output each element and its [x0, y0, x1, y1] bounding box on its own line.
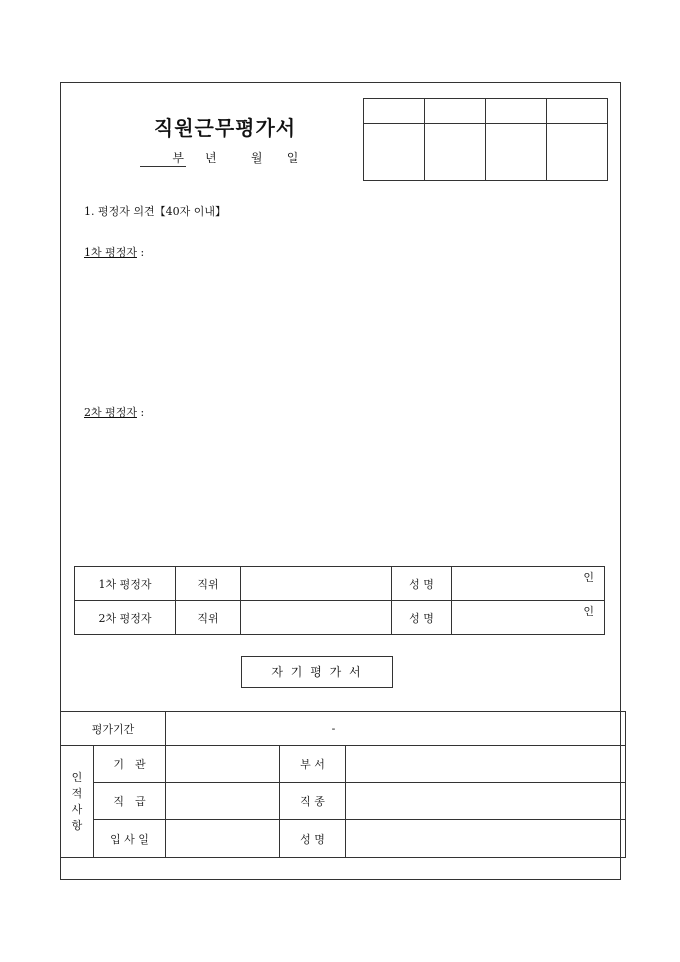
month-label: 월	[250, 151, 263, 165]
table-row	[75, 567, 605, 601]
page-title: 직원근무평가서	[153, 116, 297, 140]
second-rater-comment	[84, 404, 144, 420]
side-char: 사	[71, 802, 83, 816]
day-label: 일	[286, 151, 299, 165]
name-field[interactable]	[452, 601, 605, 635]
personal-info-table	[60, 711, 626, 858]
table-row	[75, 601, 605, 635]
rank-label: 직 급	[94, 783, 166, 820]
org-field[interactable]	[166, 746, 280, 783]
table-row	[61, 712, 626, 746]
rater-label: 2차 평정자	[75, 601, 176, 635]
approval-table	[363, 98, 608, 181]
name-label: 성 명	[280, 820, 346, 858]
date-line	[140, 149, 303, 167]
period-field[interactable]	[166, 712, 626, 746]
side-char: 항	[71, 818, 83, 832]
position-label: 직위	[176, 601, 241, 635]
approval-header-cell[interactable]	[547, 99, 608, 124]
approval-sign-cell[interactable]	[547, 124, 608, 181]
first-rater-label: 1차 평정자	[84, 246, 137, 259]
seal-mark: 인	[583, 605, 594, 618]
side-char: 적	[71, 786, 83, 800]
approval-sign-cell[interactable]	[364, 124, 425, 181]
approval-header-cell[interactable]	[486, 99, 547, 124]
section1-heading: 1. 평정자 의견【40자 이내】	[84, 205, 226, 218]
dept-label: 부 서	[280, 746, 346, 783]
dept-field[interactable]: 부	[140, 149, 186, 167]
first-rater-comment	[84, 244, 144, 260]
first-rater-comment-area[interactable]	[84, 262, 604, 392]
name-label: 성 명	[392, 601, 452, 635]
type-label: 직 종	[280, 783, 346, 820]
position-field[interactable]	[241, 601, 392, 635]
type-field[interactable]	[346, 783, 626, 820]
approval-sign-cell[interactable]	[486, 124, 547, 181]
evaluator-table	[74, 566, 605, 635]
approval-header-cell[interactable]	[364, 99, 425, 124]
table-row	[61, 746, 626, 783]
name-field[interactable]	[452, 567, 605, 601]
side-char: 인	[71, 770, 83, 784]
rater-label: 1차 평정자	[75, 567, 176, 601]
seal-mark: 인	[583, 571, 594, 584]
table-row	[61, 820, 626, 858]
colon: :	[140, 406, 145, 419]
period-label: 평가기간	[61, 712, 166, 746]
approval-header-cell[interactable]	[425, 99, 486, 124]
personal-side-label	[61, 746, 94, 858]
second-rater-comment-area[interactable]	[84, 422, 604, 552]
self-evaluation-button[interactable]: 자 기 평 가 서	[241, 656, 393, 688]
org-label: 기 관	[94, 746, 166, 783]
position-field[interactable]	[241, 567, 392, 601]
period-separator: -	[331, 722, 336, 735]
hire-date-label: 입 사 일	[94, 820, 166, 858]
dept-field[interactable]	[346, 746, 626, 783]
name-field[interactable]	[346, 820, 626, 858]
position-label: 직위	[176, 567, 241, 601]
rank-field[interactable]	[166, 783, 280, 820]
name-label: 성 명	[392, 567, 452, 601]
second-rater-label: 2차 평정자	[84, 406, 137, 419]
hire-date-field[interactable]	[166, 820, 280, 858]
colon: :	[140, 246, 145, 259]
table-row	[61, 783, 626, 820]
approval-sign-cell[interactable]	[425, 124, 486, 181]
year-label: 년	[205, 151, 217, 165]
